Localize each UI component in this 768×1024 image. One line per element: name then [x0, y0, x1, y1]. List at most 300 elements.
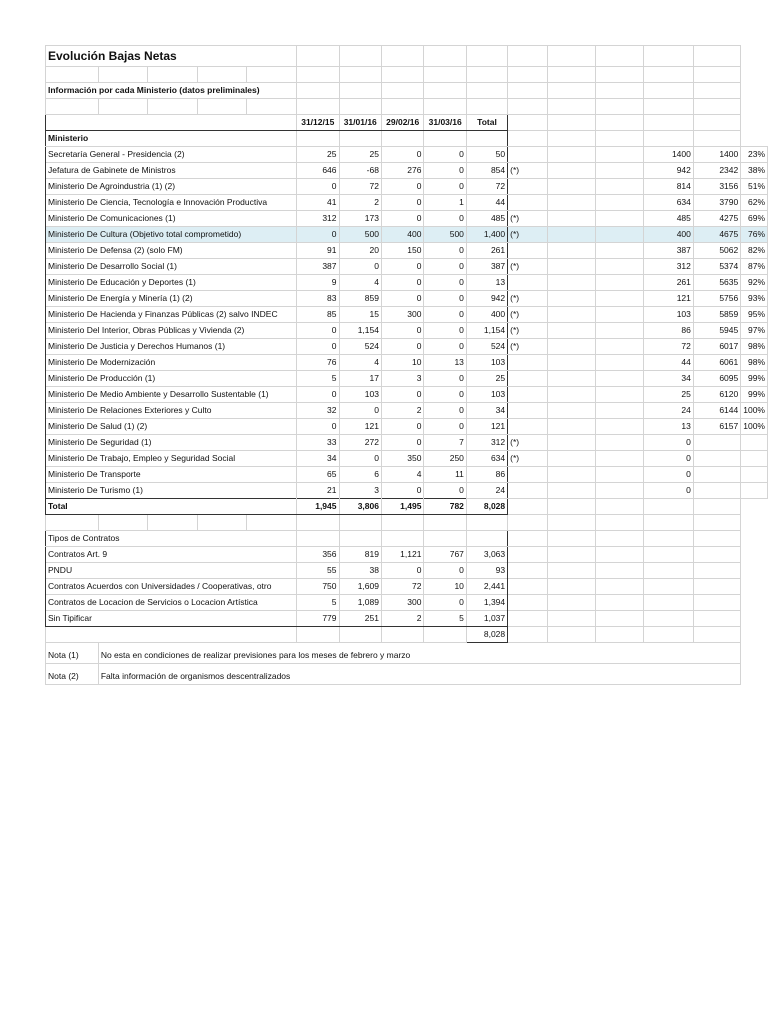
value-d1[interactable]: 34	[297, 451, 339, 467]
value-d2[interactable]: 103	[339, 387, 381, 403]
cell[interactable]	[466, 83, 507, 99]
value-d2[interactable]: -68	[339, 163, 381, 179]
extra-value-1[interactable]: 72	[643, 339, 693, 355]
extra-percent[interactable]	[741, 451, 768, 467]
cell[interactable]	[508, 579, 548, 595]
section-label-contratos[interactable]: Tipos de Contratos	[46, 531, 297, 547]
cell[interactable]	[693, 67, 740, 83]
column-header-d4[interactable]: 31/03/16	[424, 115, 466, 131]
ministry-name[interactable]: Ministerio De Modernización	[46, 355, 297, 371]
cell[interactable]	[693, 627, 740, 643]
cell[interactable]	[424, 83, 466, 99]
note-text[interactable]: No esta en condiciones de realizar previsiones para los meses de febrero y marzo	[98, 643, 740, 664]
cell[interactable]	[548, 371, 596, 387]
value-d2[interactable]: 859	[339, 291, 381, 307]
ministry-name[interactable]: Ministerio De Salud (1) (2)	[46, 419, 297, 435]
cell[interactable]	[596, 515, 644, 531]
extra-percent[interactable]: 99%	[741, 371, 768, 387]
cell[interactable]	[548, 147, 596, 163]
value-d3[interactable]: 0	[381, 275, 423, 291]
ministry-name[interactable]: Ministerio De Seguridad (1)	[46, 435, 297, 451]
cell[interactable]	[693, 83, 740, 99]
value-d1[interactable]: 5	[297, 371, 339, 387]
cell[interactable]	[548, 627, 596, 643]
ministry-name[interactable]: Ministerio De Comunicaciones (1)	[46, 211, 297, 227]
cell[interactable]	[643, 499, 693, 515]
cell[interactable]	[297, 131, 339, 147]
extra-percent[interactable]: 97%	[741, 323, 768, 339]
contract-name[interactable]: Sin Tipificar	[46, 611, 297, 627]
value-total[interactable]: 72	[466, 179, 507, 195]
value-d3[interactable]: 0	[381, 419, 423, 435]
contract-d1[interactable]: 55	[297, 563, 339, 579]
cell[interactable]	[643, 595, 693, 611]
cell[interactable]	[548, 275, 596, 291]
cell[interactable]	[643, 515, 693, 531]
ministry-name[interactable]: Ministerio De Relaciones Exteriores y Culto	[46, 403, 297, 419]
cell[interactable]	[548, 131, 596, 147]
cell[interactable]	[297, 46, 339, 67]
cell[interactable]	[548, 467, 596, 483]
cell[interactable]	[339, 99, 381, 115]
extra-value-2[interactable]: 5374	[693, 259, 740, 275]
value-d3[interactable]: 3	[381, 371, 423, 387]
cell[interactable]	[297, 531, 339, 547]
extra-percent[interactable]: 93%	[741, 291, 768, 307]
value-d1[interactable]: 33	[297, 435, 339, 451]
subtitle[interactable]: Información por cada Ministerio (datos preliminales)	[46, 83, 297, 99]
cell[interactable]	[548, 323, 596, 339]
note-label[interactable]: Nota (2)	[46, 664, 99, 685]
value-d2[interactable]: 2	[339, 195, 381, 211]
value-d1[interactable]: 21	[297, 483, 339, 499]
mark[interactable]	[508, 387, 548, 403]
value-d2[interactable]: 15	[339, 307, 381, 323]
cell[interactable]	[46, 627, 297, 643]
ministry-name[interactable]: Ministerio De Educación y Deportes (1)	[46, 275, 297, 291]
value-d2[interactable]: 173	[339, 211, 381, 227]
cell[interactable]	[596, 275, 644, 291]
value-d2[interactable]: 20	[339, 243, 381, 259]
value-d2[interactable]: 500	[339, 227, 381, 243]
extra-value-1[interactable]: 0	[643, 451, 693, 467]
cell[interactable]	[46, 67, 99, 83]
cell[interactable]	[548, 595, 596, 611]
value-d2[interactable]: 4	[339, 275, 381, 291]
extra-value-2[interactable]: 5945	[693, 323, 740, 339]
cell[interactable]	[643, 115, 693, 131]
value-d4[interactable]: 0	[424, 419, 466, 435]
value-d3[interactable]: 0	[381, 339, 423, 355]
value-d1[interactable]: 0	[297, 323, 339, 339]
cell[interactable]	[596, 115, 644, 131]
mark[interactable]: (*)	[508, 227, 548, 243]
contract-d3[interactable]: 300	[381, 595, 423, 611]
extra-value-2[interactable]	[693, 483, 740, 499]
cell[interactable]	[424, 46, 466, 67]
cell[interactable]	[297, 515, 339, 531]
cell[interactable]	[643, 531, 693, 547]
cell[interactable]	[596, 547, 644, 563]
cell[interactable]	[596, 227, 644, 243]
cell[interactable]	[297, 67, 339, 83]
value-d2[interactable]: 272	[339, 435, 381, 451]
ministry-name[interactable]: Ministerio De Medio Ambiente y Desarrollo Sustentable (1)	[46, 387, 297, 403]
total-d3[interactable]: 1,495	[381, 499, 423, 515]
extra-percent[interactable]: 100%	[741, 403, 768, 419]
extra-percent[interactable]: 95%	[741, 307, 768, 323]
cell[interactable]	[643, 67, 693, 83]
cell[interactable]	[508, 499, 548, 515]
extra-value-2[interactable]: 6144	[693, 403, 740, 419]
cell[interactable]	[596, 371, 644, 387]
value-d1[interactable]: 76	[297, 355, 339, 371]
value-total[interactable]: 121	[466, 419, 507, 435]
cell[interactable]	[508, 515, 548, 531]
extra-value-1[interactable]: 34	[643, 371, 693, 387]
cell[interactable]	[596, 531, 644, 547]
cell[interactable]	[548, 291, 596, 307]
ministry-name[interactable]: Ministerio De Defensa (2) (solo FM)	[46, 243, 297, 259]
ministry-name[interactable]: Ministerio De Justicia y Derechos Humanos (1)	[46, 339, 297, 355]
extra-percent[interactable]: 87%	[741, 259, 768, 275]
extra-percent[interactable]: 62%	[741, 195, 768, 211]
extra-value-1[interactable]: 1400	[643, 147, 693, 163]
cell[interactable]	[548, 46, 596, 67]
value-d1[interactable]: 0	[297, 227, 339, 243]
extra-value-2[interactable]: 5756	[693, 291, 740, 307]
cell[interactable]	[508, 547, 548, 563]
value-d2[interactable]: 121	[339, 419, 381, 435]
value-total[interactable]: 942	[466, 291, 507, 307]
value-d4[interactable]: 0	[424, 323, 466, 339]
value-d3[interactable]: 0	[381, 211, 423, 227]
ministry-name[interactable]: Ministerio De Cultura (Objetivo total comprometido)	[46, 227, 297, 243]
cell[interactable]	[548, 499, 596, 515]
value-d1[interactable]: 646	[297, 163, 339, 179]
contract-d2[interactable]: 1,609	[339, 579, 381, 595]
contract-d2[interactable]: 251	[339, 611, 381, 627]
value-d2[interactable]: 72	[339, 179, 381, 195]
value-d3[interactable]: 10	[381, 355, 423, 371]
note-text[interactable]: Falta información de organismos descentralizados	[98, 664, 740, 685]
column-header-d2[interactable]: 31/01/16	[339, 115, 381, 131]
extra-value-1[interactable]: 44	[643, 355, 693, 371]
cell[interactable]	[98, 99, 148, 115]
cell[interactable]	[643, 131, 693, 147]
cell[interactable]	[297, 99, 339, 115]
mark[interactable]: (*)	[508, 451, 548, 467]
cell[interactable]	[508, 611, 548, 627]
cell[interactable]	[148, 515, 198, 531]
cell[interactable]	[693, 547, 740, 563]
cell[interactable]	[548, 115, 596, 131]
contract-d2[interactable]: 38	[339, 563, 381, 579]
contract-d4[interactable]: 10	[424, 579, 466, 595]
cell[interactable]	[693, 46, 740, 67]
cell[interactable]	[596, 67, 644, 83]
mark[interactable]: (*)	[508, 435, 548, 451]
value-d2[interactable]: 0	[339, 259, 381, 275]
value-d2[interactable]: 4	[339, 355, 381, 371]
cell[interactable]	[643, 547, 693, 563]
value-d3[interactable]: 0	[381, 323, 423, 339]
extra-value-2[interactable]: 3790	[693, 195, 740, 211]
mark[interactable]	[508, 355, 548, 371]
ministry-name[interactable]: Jefatura de Gabinete de Ministros	[46, 163, 297, 179]
cell[interactable]	[693, 131, 740, 147]
cell[interactable]	[339, 131, 381, 147]
contract-total[interactable]: 1,037	[466, 611, 507, 627]
extra-value-2[interactable]: 1400	[693, 147, 740, 163]
value-d1[interactable]: 387	[297, 259, 339, 275]
cell[interactable]	[693, 595, 740, 611]
value-total[interactable]: 400	[466, 307, 507, 323]
value-d4[interactable]: 13	[424, 355, 466, 371]
total-d1[interactable]: 1,945	[297, 499, 339, 515]
contract-d2[interactable]: 1,089	[339, 595, 381, 611]
cell[interactable]	[339, 83, 381, 99]
cell[interactable]	[548, 419, 596, 435]
ministry-name[interactable]: Ministerio De Energía y Minería (1) (2)	[46, 291, 297, 307]
total-d4[interactable]: 782	[424, 499, 466, 515]
value-d3[interactable]: 2	[381, 403, 423, 419]
cell[interactable]	[548, 531, 596, 547]
extra-percent[interactable]: 98%	[741, 339, 768, 355]
value-d4[interactable]: 0	[424, 387, 466, 403]
cell[interactable]	[548, 243, 596, 259]
extra-value-2[interactable]: 6120	[693, 387, 740, 403]
extra-percent[interactable]: 92%	[741, 275, 768, 291]
cell[interactable]	[596, 563, 644, 579]
cell[interactable]	[693, 579, 740, 595]
cell[interactable]	[548, 515, 596, 531]
extra-value-2[interactable]: 6061	[693, 355, 740, 371]
mark[interactable]	[508, 275, 548, 291]
extra-value-1[interactable]: 0	[643, 435, 693, 451]
value-d4[interactable]: 250	[424, 451, 466, 467]
cell[interactable]	[596, 179, 644, 195]
mark[interactable]: (*)	[508, 339, 548, 355]
sheet-title[interactable]: Evolución Bajas Netas	[46, 46, 297, 67]
value-total[interactable]: 1,154	[466, 323, 507, 339]
cell[interactable]	[148, 99, 198, 115]
cell[interactable]	[466, 531, 507, 547]
cell[interactable]	[548, 547, 596, 563]
total-total[interactable]: 8,028	[466, 499, 507, 515]
cell[interactable]	[424, 627, 466, 643]
value-d3[interactable]: 0	[381, 387, 423, 403]
cell[interactable]	[693, 99, 740, 115]
cell[interactable]	[548, 259, 596, 275]
value-total[interactable]: 13	[466, 275, 507, 291]
value-total[interactable]: 103	[466, 387, 507, 403]
extra-value-1[interactable]: 25	[643, 387, 693, 403]
value-d4[interactable]: 0	[424, 147, 466, 163]
extra-value-1[interactable]: 13	[643, 419, 693, 435]
value-d4[interactable]: 500	[424, 227, 466, 243]
cell[interactable]	[596, 211, 644, 227]
extra-value-1[interactable]: 634	[643, 195, 693, 211]
cell[interactable]	[596, 339, 644, 355]
cell[interactable]	[693, 515, 740, 531]
value-d1[interactable]: 9	[297, 275, 339, 291]
cell[interactable]	[339, 531, 381, 547]
value-d3[interactable]: 150	[381, 243, 423, 259]
value-d3[interactable]: 4	[381, 467, 423, 483]
cell[interactable]	[297, 83, 339, 99]
cell[interactable]	[381, 531, 423, 547]
cell[interactable]	[596, 451, 644, 467]
extra-value-1[interactable]: 86	[643, 323, 693, 339]
cell[interactable]	[596, 483, 644, 499]
value-d2[interactable]: 3	[339, 483, 381, 499]
ministry-name[interactable]: Ministerio De Hacienda y Finanzas Públicas (2) salvo INDEC	[46, 307, 297, 323]
value-d2[interactable]: 0	[339, 403, 381, 419]
cell[interactable]	[508, 99, 548, 115]
cell[interactable]	[424, 67, 466, 83]
cell[interactable]	[548, 179, 596, 195]
cell[interactable]	[247, 99, 297, 115]
cell[interactable]	[596, 147, 644, 163]
value-d2[interactable]: 1,154	[339, 323, 381, 339]
extra-percent[interactable]: 82%	[741, 243, 768, 259]
value-d1[interactable]: 41	[297, 195, 339, 211]
mark[interactable]	[508, 403, 548, 419]
value-d2[interactable]: 6	[339, 467, 381, 483]
cell[interactable]	[596, 323, 644, 339]
cell[interactable]	[508, 563, 548, 579]
value-d1[interactable]: 85	[297, 307, 339, 323]
value-total[interactable]: 261	[466, 243, 507, 259]
cell[interactable]	[197, 67, 247, 83]
cell[interactable]	[643, 563, 693, 579]
cell[interactable]	[596, 131, 644, 147]
value-d3[interactable]: 350	[381, 451, 423, 467]
value-d4[interactable]: 7	[424, 435, 466, 451]
extra-value-2[interactable]: 6157	[693, 419, 740, 435]
value-d2[interactable]: 17	[339, 371, 381, 387]
extra-value-2[interactable]	[693, 467, 740, 483]
ministry-name[interactable]: Ministerio De Desarrollo Social (1)	[46, 259, 297, 275]
extra-value-1[interactable]: 942	[643, 163, 693, 179]
value-total[interactable]: 50	[466, 147, 507, 163]
mark[interactable]	[508, 419, 548, 435]
extra-value-2[interactable]: 4675	[693, 227, 740, 243]
extra-percent[interactable]	[741, 435, 768, 451]
value-d4[interactable]: 0	[424, 243, 466, 259]
extra-value-2[interactable]: 6095	[693, 371, 740, 387]
cell[interactable]	[381, 515, 423, 531]
contract-total[interactable]: 3,063	[466, 547, 507, 563]
cell[interactable]	[548, 163, 596, 179]
extra-percent[interactable]: 23%	[741, 147, 768, 163]
cell[interactable]	[548, 435, 596, 451]
contract-d3[interactable]: 0	[381, 563, 423, 579]
mark[interactable]: (*)	[508, 163, 548, 179]
cell[interactable]	[596, 307, 644, 323]
mark[interactable]	[508, 195, 548, 211]
cell[interactable]	[548, 67, 596, 83]
mark[interactable]	[508, 483, 548, 499]
ministry-name[interactable]: Ministerio De Ciencia, Tecnología e Innovación Productiva	[46, 195, 297, 211]
note-label[interactable]: Nota (1)	[46, 643, 99, 664]
mark[interactable]	[508, 243, 548, 259]
ministry-name[interactable]: Secretaría General - Presidencia (2)	[46, 147, 297, 163]
cell[interactable]	[596, 243, 644, 259]
value-d3[interactable]: 0	[381, 435, 423, 451]
extra-percent[interactable]	[741, 483, 768, 499]
cell[interactable]	[643, 83, 693, 99]
value-d4[interactable]: 0	[424, 211, 466, 227]
value-d1[interactable]: 0	[297, 339, 339, 355]
column-header-d1[interactable]: 31/12/15	[297, 115, 339, 131]
value-d4[interactable]: 1	[424, 195, 466, 211]
value-total[interactable]: 25	[466, 371, 507, 387]
cell[interactable]	[339, 46, 381, 67]
total-label[interactable]: Total	[46, 499, 297, 515]
cell[interactable]	[596, 467, 644, 483]
contract-d4[interactable]: 0	[424, 563, 466, 579]
value-total[interactable]: 524	[466, 339, 507, 355]
contract-name[interactable]: Contratos Acuerdos con Universidades / Cooperativas, otro	[46, 579, 297, 595]
value-d4[interactable]: 0	[424, 483, 466, 499]
cell[interactable]	[247, 67, 297, 83]
extra-value-1[interactable]: 400	[643, 227, 693, 243]
cell[interactable]	[46, 515, 99, 531]
contract-total[interactable]: 2,441	[466, 579, 507, 595]
contract-d3[interactable]: 1,121	[381, 547, 423, 563]
cell[interactable]	[596, 419, 644, 435]
extra-percent[interactable]: 76%	[741, 227, 768, 243]
value-d3[interactable]: 0	[381, 147, 423, 163]
extra-value-1[interactable]: 387	[643, 243, 693, 259]
value-d1[interactable]: 83	[297, 291, 339, 307]
value-total[interactable]: 1,400	[466, 227, 507, 243]
cell[interactable]	[98, 67, 148, 83]
value-total[interactable]: 312	[466, 435, 507, 451]
contract-total[interactable]: 1,394	[466, 595, 507, 611]
extra-percent[interactable]: 99%	[741, 387, 768, 403]
value-d1[interactable]: 25	[297, 147, 339, 163]
cell[interactable]	[508, 46, 548, 67]
cell[interactable]	[381, 131, 423, 147]
cell[interactable]	[98, 515, 148, 531]
ministry-name[interactable]: Ministerio Del Interior, Obras Públicas y Vivienda (2)	[46, 323, 297, 339]
contract-name[interactable]: Contratos de Locacion de Servicios o Locacion Artística	[46, 595, 297, 611]
value-d3[interactable]: 0	[381, 291, 423, 307]
extra-value-2[interactable]: 4275	[693, 211, 740, 227]
cell[interactable]	[247, 515, 297, 531]
ministry-name[interactable]: Ministerio De Producción (1)	[46, 371, 297, 387]
cell[interactable]	[148, 67, 198, 83]
cell[interactable]	[596, 291, 644, 307]
total-d2[interactable]: 3,806	[339, 499, 381, 515]
contract-d3[interactable]: 72	[381, 579, 423, 595]
contract-d1[interactable]: 779	[297, 611, 339, 627]
value-total[interactable]: 44	[466, 195, 507, 211]
extra-value-1[interactable]: 0	[643, 467, 693, 483]
cell[interactable]	[596, 579, 644, 595]
value-total[interactable]: 103	[466, 355, 507, 371]
cell[interactable]	[381, 99, 423, 115]
extra-percent[interactable]: 100%	[741, 419, 768, 435]
cell[interactable]	[548, 339, 596, 355]
cell[interactable]	[548, 451, 596, 467]
cell[interactable]	[643, 579, 693, 595]
cell[interactable]	[596, 611, 644, 627]
contract-d4[interactable]: 0	[424, 595, 466, 611]
